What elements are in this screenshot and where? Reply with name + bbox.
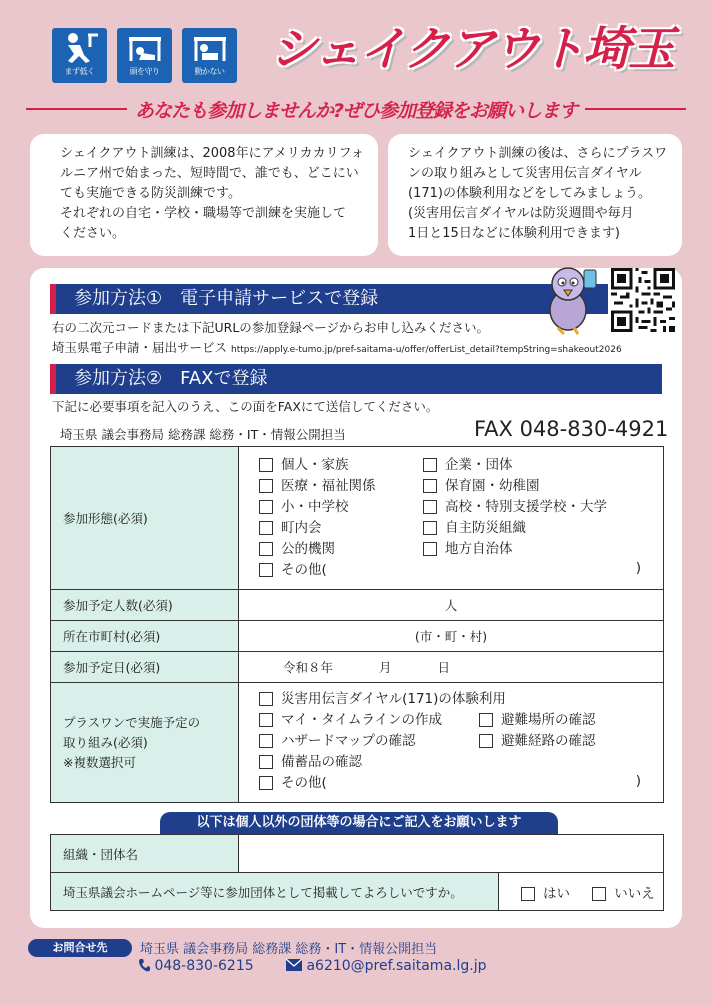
- checkbox[interactable]: [479, 713, 493, 727]
- plus-options: [239, 683, 664, 803]
- field-label: 参加形態(必須): [51, 447, 239, 590]
- pictogram-label: 動かない: [194, 67, 225, 76]
- intro-text: シェイクアウト訓練の後は、さらにプラスワ: [408, 146, 668, 161]
- checkbox[interactable]: [259, 755, 273, 769]
- registration-form: [50, 446, 664, 803]
- form-row-city: [51, 621, 664, 652]
- mascot-image: [538, 262, 602, 336]
- method2-description: 下記に必要事項を記入のうえ、この面をFAXにて送信してください。: [52, 399, 439, 414]
- qr-code[interactable]: [611, 268, 675, 332]
- subtitle-row: [26, 92, 686, 126]
- fax-number: FAX 048-830-4921: [474, 417, 669, 441]
- field-label: 参加予定人数(必須): [51, 590, 239, 621]
- divider-line: [585, 108, 686, 110]
- city-hint: (市・町・村): [414, 629, 488, 644]
- type-option[interactable]: 公的機関: [259, 539, 376, 560]
- plus-option[interactable]: ハザードマップの確認: [259, 731, 506, 752]
- plus-option[interactable]: 災害用伝言ダイヤル(171)の体験利用: [259, 689, 506, 710]
- type-option-other[interactable]: その他(: [259, 560, 376, 581]
- checkbox[interactable]: [259, 713, 273, 727]
- plus-options-right: [479, 710, 596, 752]
- form-row-count: [51, 590, 664, 621]
- form-row-org-name: [51, 835, 664, 873]
- mascot-bird-icon: [538, 262, 602, 336]
- plus-option[interactable]: 避難経路の確認: [479, 731, 596, 752]
- contact-email-row: [286, 958, 486, 974]
- contact-phone[interactable]: 048-830-6215: [154, 958, 254, 974]
- checkbox[interactable]: [259, 692, 273, 706]
- type-option[interactable]: 自主防災組織: [423, 518, 607, 539]
- checkbox[interactable]: [259, 734, 273, 748]
- contact-phone-row: [138, 958, 254, 974]
- close-paren: ): [635, 560, 641, 576]
- checkbox[interactable]: [259, 542, 273, 556]
- method2-heading: 参加方法② FAXで登録: [50, 364, 662, 394]
- field-label: 所在市町村(必須): [51, 621, 239, 652]
- checkbox[interactable]: [423, 521, 437, 535]
- pictogram-hold-still: [182, 28, 237, 83]
- plus-options-left: [259, 689, 506, 794]
- form-row-type: [51, 447, 664, 590]
- publish-options: [499, 873, 664, 911]
- intro-text: それぞれの自宅・学校・職場等で訓練を実施して: [60, 206, 347, 221]
- checkbox[interactable]: [259, 479, 273, 493]
- page-title: シェイクアウト埼玉: [270, 22, 674, 77]
- publish-yes-option[interactable]: はい: [521, 886, 570, 902]
- intro-text: シェイクアウト訓練は、2008年にアメリカカリフォ: [60, 146, 365, 161]
- intro-text: ンの取り組みとして災害用伝言ダイヤル: [408, 166, 642, 181]
- checkbox[interactable]: [423, 542, 437, 556]
- checkbox[interactable]: [259, 458, 273, 472]
- mail-icon: [286, 959, 302, 971]
- form-row-publish: [51, 873, 664, 911]
- city-input[interactable]: [239, 621, 664, 652]
- method1-service-row: [52, 338, 622, 356]
- phone-icon: [138, 958, 150, 972]
- checkbox[interactable]: [423, 458, 437, 472]
- intro-card-right: [388, 134, 682, 256]
- registration-url-link[interactable]: https://apply.e-tumo.jp/pref-saitama-u/offer/offerList_detail?tempString=shakeout2026: [231, 345, 622, 355]
- crouch-icon: [60, 31, 100, 65]
- intro-card-left: [30, 134, 378, 256]
- service-name: 埼玉県電子申請・届出サービス: [52, 340, 228, 355]
- date-input[interactable]: [239, 652, 664, 683]
- contact-email[interactable]: a6210@pref.saitama.lg.jp: [306, 958, 487, 974]
- type-option[interactable]: 小・中学校: [259, 497, 376, 518]
- checkbox[interactable]: [259, 563, 273, 577]
- type-option[interactable]: 企業・団体: [423, 455, 607, 476]
- cover-head-icon: [125, 31, 165, 65]
- type-option[interactable]: 町内会: [259, 518, 376, 539]
- pictogram-label: まず低く: [64, 67, 95, 76]
- contact-department: 埼玉県 議会事務局 総務課 総務・IT・情報公開担当: [140, 942, 438, 957]
- form-row-date: [51, 652, 664, 683]
- type-options-left: [259, 455, 376, 581]
- close-paren: ): [635, 773, 641, 789]
- type-options: [239, 447, 664, 590]
- publish-question: 埼玉県議会ホームページ等に参加団体として掲載してよろしいですか。: [51, 873, 499, 911]
- checkbox[interactable]: [521, 887, 535, 901]
- intro-text: 1日と15日などに体験利用できます): [408, 226, 620, 241]
- field-label: 組織・団体名: [51, 835, 239, 873]
- type-option[interactable]: 高校・特別支援学校・大学: [423, 497, 607, 518]
- intro-text: ください。: [60, 226, 126, 241]
- type-option[interactable]: 個人・家族: [259, 455, 376, 476]
- subtitle: あなたも参加しませんか?ぜひ参加登録をお願いします: [134, 99, 578, 122]
- plus-option[interactable]: マイ・タイムラインの作成: [259, 710, 506, 731]
- unit-label: 人: [444, 598, 458, 613]
- count-input[interactable]: [239, 590, 664, 621]
- divider-line: [26, 108, 127, 110]
- checkbox[interactable]: [592, 887, 606, 901]
- intro-text: (災害用伝言ダイヤルは防災週間や毎月: [408, 206, 634, 221]
- checkbox[interactable]: [479, 734, 493, 748]
- pictogram-cover-head: [117, 28, 172, 83]
- plus-option[interactable]: 避難場所の確認: [479, 710, 596, 731]
- type-option[interactable]: 医療・福祉関係: [259, 476, 376, 497]
- checkbox[interactable]: [259, 521, 273, 535]
- org-name-input[interactable]: [239, 835, 664, 873]
- field-label: プラスワンで実施予定の 取り組み(必須) ※複数選択可: [51, 683, 239, 803]
- plus-option[interactable]: 備蓄品の確認: [259, 752, 506, 773]
- field-label: 参加予定日(必須): [51, 652, 239, 683]
- date-era: 令和８年: [283, 660, 334, 675]
- checkbox[interactable]: [423, 500, 437, 514]
- organization-form: [50, 834, 664, 873]
- org-notice-banner: 以下は個人以外の団体等の場合にご記入をお願いします: [160, 812, 558, 834]
- plus-option-other[interactable]: その他(: [259, 773, 506, 794]
- date-month: 月: [379, 660, 392, 675]
- contact-badge: お問合せ先: [28, 939, 132, 957]
- date-day: 日: [437, 660, 451, 675]
- intro-text: ても実施できる防災訓練です。: [60, 186, 241, 201]
- qr-code-icon: [611, 268, 675, 332]
- type-option[interactable]: 保育園・幼稚園: [423, 476, 607, 497]
- pictogram-label: 頭を守り: [129, 67, 160, 76]
- hold-still-icon: [190, 31, 230, 65]
- pictogram-crouch: [52, 28, 107, 83]
- publish-no-option[interactable]: いいえ: [592, 886, 655, 902]
- type-options-right: [423, 455, 607, 560]
- intro-text: ルニア州で始まった、短時間で、誰でも、どこにい: [60, 166, 359, 181]
- method1-heading: 参加方法① 電子申請サービスで登録: [50, 284, 608, 314]
- form-row-plus-one: [51, 683, 664, 803]
- fax-department: 埼玉県 議会事務局 総務課 総務・IT・情報公開担当: [60, 427, 346, 442]
- intro-text: (171)の体験利用などをしてみましょう。: [408, 186, 651, 201]
- checkbox[interactable]: [259, 500, 273, 514]
- method1-description: 右の二次元コードまたは下記URLの参加登録ページからお申し込みください。: [52, 320, 490, 335]
- checkbox[interactable]: [423, 479, 437, 493]
- type-option[interactable]: 地方自治体: [423, 539, 607, 560]
- publish-consent-form: [50, 872, 664, 911]
- checkbox[interactable]: [259, 776, 273, 790]
